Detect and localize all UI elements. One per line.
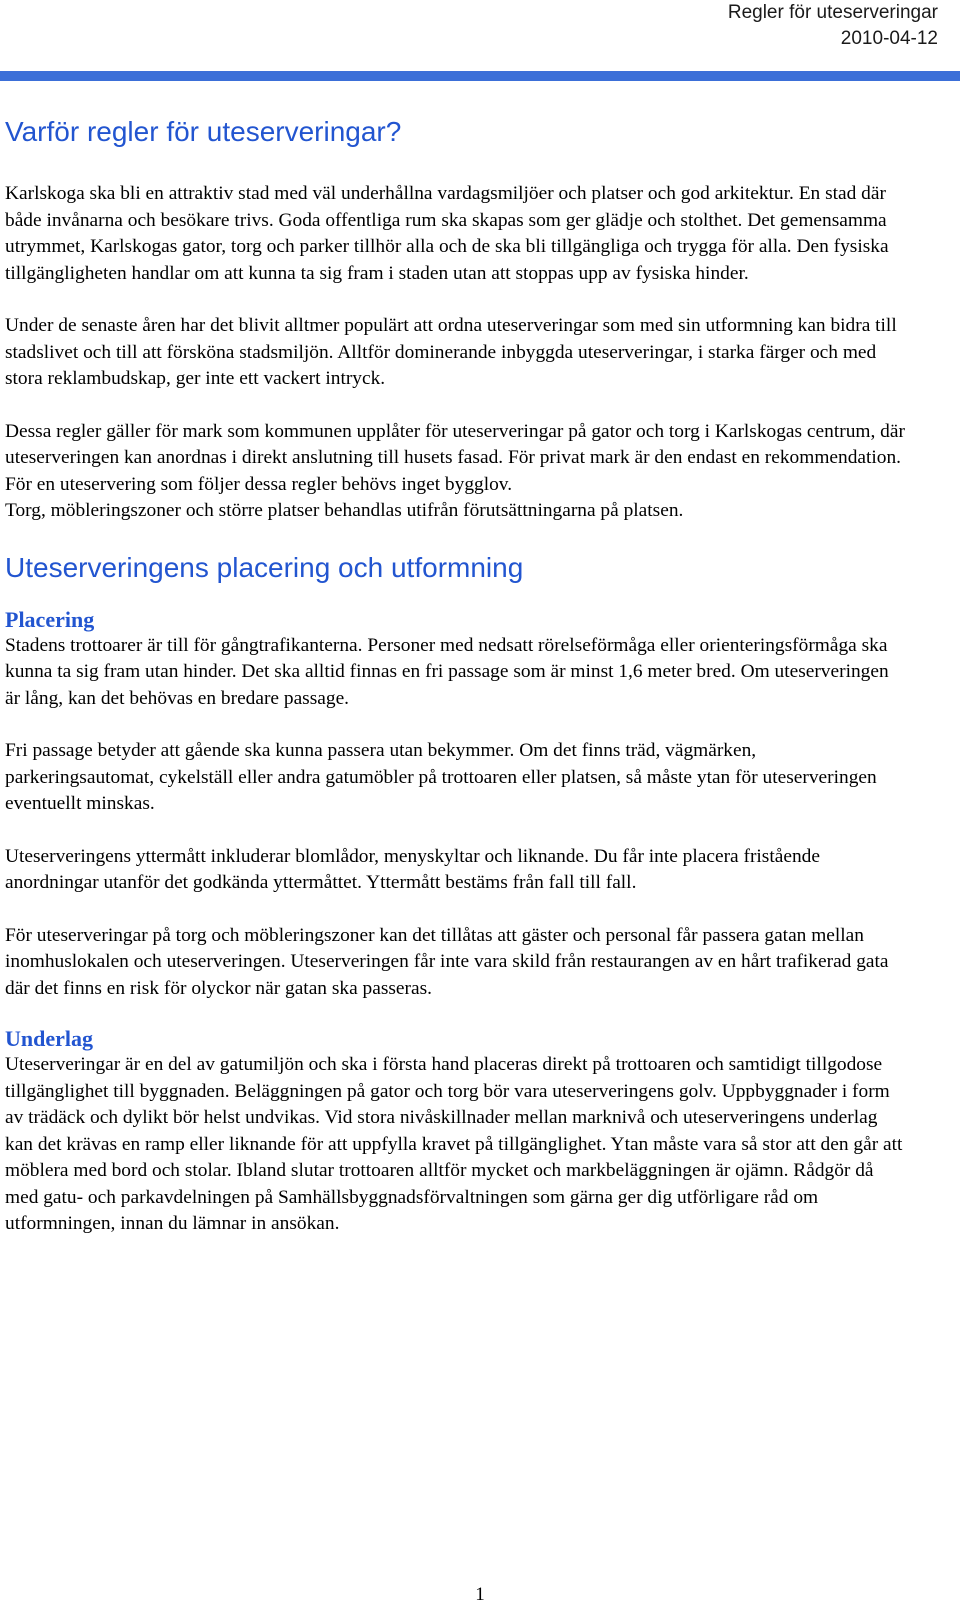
page-number: 1 <box>475 1584 485 1605</box>
page-header <box>728 0 938 52</box>
heading-underlag: Underlag <box>5 1026 93 1051</box>
document-date: 2010-04-12 <box>840 28 938 49</box>
intro-paragraph-1: Karlskoga ska bli en attraktiv stad med väl underhållna vardagsmiljöer och platser och god arkitektur. En stad där både invånarna och besökare trivs. Goda offentliga rum ska skapas som ger glädje och stolthet. Det gemensamma utrymmet, Karlskogas gator, torg och parker tillhör alla och de ska bli tillgängliga och trygga för alla. Den fysiska tillgängligheten handlar om att kunna ta sig fram i staden utan att stoppas upp av fysiska hinder. <box>5 183 889 284</box>
intro-paragraph-2: Under de senaste åren har det blivit alltmer populärt att ordna uteserveringar som med sin utformning kan bidra till stadslivet och till att försköna stadsmiljön. Alltför dominerande inbyggda uteserveringar, i starka färger och med stora reklambudskap, ger inte ett vackert intryck. <box>5 315 897 389</box>
heading-why-rules: Varför regler för uteserveringar? <box>5 116 402 147</box>
header-rule <box>0 71 960 81</box>
document-body <box>5 115 905 1238</box>
underlag-paragraph-1: Uteserveringar är en del av gatumiljön och ska i första hand placeras direkt på trottoaren och samtidigt tillgodose tillgänglighet till byggnaden. Beläggningen på gator och torg bör vara uteserveringens golv. Uppbyggnader i form av trädäck och dylikt bör helst undvikas. Vid stora nivåskillnader mellan marknivå och uteserveringens underlag kan det krävas en ramp eller liknande för att uppfylla kravet på tillgänglighet. Ytan måste vara så stor att den går att möblera med bord och stolar. Ibland slutar trottoaren alltför mycket och markbeläggningen är ojämn. Rådgör då med gatu- och parkavdelningen på Samhällsbyggnadsförvaltningen som gärna ger dig utförligare råd om utformningen, innan du lämnar in ansökan. <box>5 1054 903 1234</box>
document-title: Regler för uteserveringar <box>727 2 938 23</box>
placering-paragraph-1: Stadens trottoarer är till för gångtrafikanterna. Personer med nedsatt rörelseförmåga eller orienteringsförmåga ska kunna ta sig fram utan hinder. Det ska alltid finnas en fri passage som är minst 1,6 meter bred. Om uteserveringen är lång, kan det behövas en bredare passage. <box>5 634 889 709</box>
placering-paragraph-3: Uteserveringens yttermått inkluderar blomlådor, menyskyltar och liknande. Du får inte placera fristående anordningar utanför det godkända yttermåttet. Yttermått bestäms från fall till fall. <box>5 845 820 893</box>
heading-placering: Placering <box>5 606 95 632</box>
intro-paragraph-4: Torg, möbleringszoner och större platser behandlas utifrån förutsättningarna på platsen. <box>5 500 684 521</box>
placering-paragraph-2: Fri passage betyder att gående ska kunna passera utan bekymmer. Om det finns träd, vägmärken, parkeringsautomat, cykelställ eller andra gatumöbler på trottoaren eller platsen, så måste ytan för uteserveringen eventuellt minskas. <box>5 740 877 814</box>
placering-paragraph-4: För uteserveringar på torg och möbleringszoner kan det tillåtas att gäster och personal får passera gatan mellan inomhuslokalen och uteserveringen. Uteserveringen får inte vara skild från restaurangen av en hårt trafikerad gata där det finns en risk för olyckor när gatan ska passeras. <box>5 924 889 999</box>
heading-placement-design: Uteserveringens placering och utformning <box>5 551 524 583</box>
intro-paragraph-3: Dessa regler gäller för mark som kommunen upplåter för uteserveringar på gator och torg i Karlskogas centrum, där uteserveringen kan anordnas i direkt anslutning till husets fasad. För privat mark är den endast en rekommendation. För en uteservering som följer dessa regler behövs inget bygglov. <box>5 420 905 495</box>
